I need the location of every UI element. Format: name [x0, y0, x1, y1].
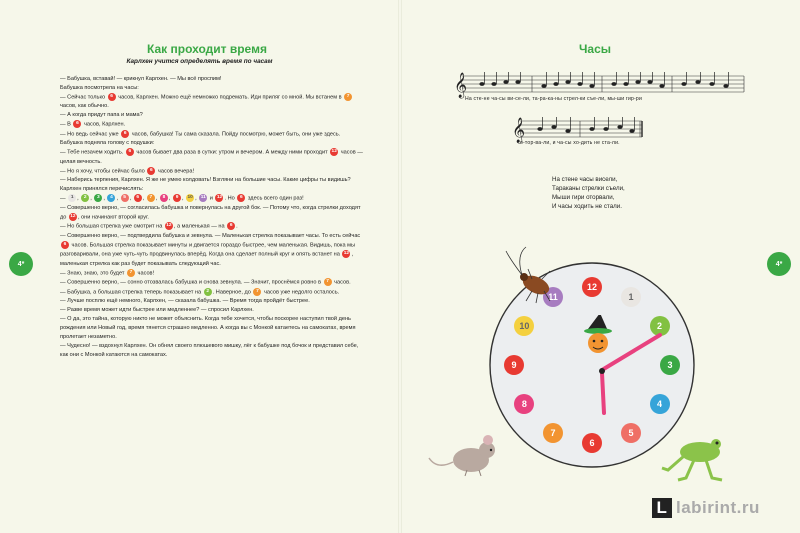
- number-badge: 1: [68, 194, 76, 202]
- story-paragraph: — О да, это тайна, которую никто не может объяснить. Когда тебе хочется, чтобы поскорее наступил твой день рождения или Новый год, время тянется страшно медленно. А когда вы с Монкой катаетесь на самокатах, время пролетает незаметно.: [60, 316, 356, 341]
- number-badge: 12: [70, 213, 76, 219]
- music-note: [723, 84, 728, 88]
- number-badge: 12: [216, 195, 223, 201]
- story-paragraph: Карлхен принялся перечислять:: [60, 186, 144, 193]
- watermark: [652, 498, 760, 518]
- number-badge: 6: [108, 93, 116, 101]
- story-paragraph: — Разве время может идти быстрее или медленнее? — спросил Карлхен.: [60, 307, 254, 314]
- poem: [552, 175, 625, 211]
- clock-number-1: 1: [621, 287, 641, 307]
- poem-line: И часы ходить не стали.: [552, 203, 622, 210]
- clock-number-9: 9: [504, 355, 524, 375]
- number-badge: 10: [187, 195, 193, 201]
- music-note: [635, 80, 640, 84]
- number-badge: 6: [121, 130, 129, 138]
- music-note: [589, 127, 594, 131]
- story-paragraph: — 1 , 2 , 3 , 4 , 5 , 6 , 7 , 8 , 9 , 10 , 11 и 12 . Но 6 здесь всего один раз!: [60, 195, 304, 202]
- music-note: [541, 84, 546, 88]
- clock-number-7: 7: [543, 423, 563, 443]
- story-paragraph: — Совершенно верно, — сонно отозвалась бабушка и снова зевнула. — Значит, проснёмся ровно в 7 часов.: [60, 279, 351, 286]
- poem-line: Мыши гири оторвали,: [552, 194, 615, 201]
- story-paragraph: — Но ведь сейчас уже 6 часов, бабушка! Ты сама сказала. Пойду посмотрю, может быть, они уже здесь.: [60, 130, 341, 138]
- treble-clef-icon: 𝄞: [512, 118, 526, 143]
- music-note: [611, 82, 616, 86]
- book-spine: [398, 0, 402, 533]
- page-title: Как проходит время: [147, 42, 267, 56]
- story-paragraph: — Но большая стрелка уже смотрит на 12 , а маленькая — на 6 .: [60, 223, 238, 230]
- story-paragraph: — Знаю, знаю, это будет 7 часов!: [60, 269, 155, 277]
- music-note: [681, 82, 686, 86]
- number-badge: 6: [227, 222, 235, 230]
- song-title: Часы: [579, 42, 612, 56]
- number-badge: 6: [61, 241, 69, 249]
- clock-number-10: 10: [514, 316, 534, 336]
- page-number-right: 4*: [767, 252, 791, 276]
- number-badge: 2: [204, 288, 212, 296]
- clock-number-6: 6: [582, 433, 602, 453]
- number-badge: 2: [81, 194, 89, 202]
- song-lyrics-line-2: о-тор-ва-ли, и ча-сы хо-дить не ста-ли.: [520, 140, 620, 146]
- frog-illustration: [660, 430, 750, 485]
- clock-number-2: 2: [650, 316, 670, 336]
- number-badge: 6: [147, 167, 155, 175]
- number-badge: 7: [344, 93, 352, 101]
- page-subtitle: Карлхен учится определять время по часам: [126, 58, 273, 65]
- song-lyrics-line-1: На сте-не ча-сы ви-се-ли, та-ра-ка-ны стрел-ки съе-ли, мы-ши гир-ри: [465, 96, 643, 102]
- number-badge: 3: [94, 194, 102, 202]
- number-badge: 7: [147, 194, 155, 202]
- music-note: [565, 129, 570, 133]
- story-paragraph: — Но я хочу, чтобы сейчас было 6 часов вечера!: [60, 167, 195, 175]
- story-text: [60, 75, 365, 360]
- number-badge: 7: [127, 269, 135, 277]
- number-badge: 12: [343, 251, 350, 257]
- music-note: [695, 80, 700, 84]
- music-note: [577, 82, 582, 86]
- minute-hand: [602, 335, 660, 370]
- story-paragraph: — Совершенно верно, — подтвердила бабушка и зевнула. — Маленькая стрелка показывает часы. То есть сейчас 6 часов. Большая стрелка показывает минуты и двигается гораздо быстрее, чем маленькая. Видишь, пока мы разговаривали, она уже чуть-чуть продвинулась вперёд. Когда она сделает полный круг и опять встанет на 12 , маленькая стрелка как раз будет показывать следующий час.: [60, 232, 361, 267]
- music-note: [623, 82, 628, 86]
- story-paragraph: — Лучше посплю ещё немного, Карлхен, — сказала бабушка. — Время тогда пройдёт быстрее.: [60, 298, 310, 305]
- story-paragraph: — Сейчас только 6 часов, Карлхен. Можно ещё немножко подремать. Иди приляг со мной. Мы встанем в 7 часов, как обычно.: [60, 93, 365, 111]
- story-paragraph: — Тебе незачем ходить. 6 часов бывает два раза в сутки: утром и вечером. А между ними проходит 12 часов — целая вечность.: [60, 149, 363, 165]
- clock-number-5: 5: [621, 423, 641, 443]
- number-badge: 7: [253, 288, 261, 296]
- treble-clef-icon: 𝄞: [454, 73, 468, 98]
- music-note: [647, 80, 652, 84]
- clock-number-4: 4: [650, 394, 670, 414]
- music-note: [565, 80, 570, 84]
- music-note: [515, 80, 520, 84]
- poem-line: На стене часы висели,: [552, 176, 618, 183]
- story-paragraph: — В 6 часов, Карлхен.: [60, 121, 126, 128]
- music-note: [491, 82, 496, 86]
- clock-number-3: 3: [660, 355, 680, 375]
- music-note: [629, 129, 634, 133]
- number-badge: 6: [237, 194, 245, 202]
- number-badge: 8: [160, 194, 168, 202]
- watermark-logo-icon: L: [652, 498, 672, 518]
- story-paragraph: — Совершенно верно, — согласилась бабушка и повернулась на другой бок. — Потому что, когда стрелки доходят до 12 , они начинают второй круг.: [60, 204, 361, 221]
- mouse-illustration: [425, 430, 505, 480]
- number-badge: 5: [121, 194, 129, 202]
- number-badge: 11: [200, 195, 206, 201]
- story-paragraph: — Бабушка, а большая стрелка теперь показывает на 2 . Наверное, до 7 часов уже недолго осталось.: [60, 288, 340, 296]
- number-badge: 6: [73, 120, 81, 128]
- number-badge: 7: [324, 278, 332, 286]
- number-badge: 6: [134, 194, 142, 202]
- story-paragraph: — А когда придут папа и мама?: [60, 112, 143, 119]
- music-note: [503, 80, 508, 84]
- clock-hands-witch: [560, 315, 670, 425]
- number-badge: 9: [173, 194, 181, 202]
- music-note: [553, 82, 558, 86]
- clock-number-11: 11: [543, 287, 563, 307]
- music-note: [617, 125, 622, 129]
- music-note: [551, 125, 556, 129]
- number-badge: 4: [107, 194, 115, 202]
- music-note: [479, 82, 484, 86]
- story-paragraph: — Чудесно! — вздохнул Карлхен. Он обнял своего плюшевого мишку, лёг к бабушке под бочок и представил себе, как они с Монкой катаются на самокатах.: [60, 343, 359, 359]
- cockroach-illustration: [498, 245, 568, 305]
- number-badge: 12: [166, 223, 172, 229]
- page-number-left: 4*: [9, 252, 33, 276]
- music-note: [709, 82, 714, 86]
- clock-number-12: 12: [582, 277, 602, 297]
- story-paragraph: — Наберись терпения, Карлхен. Я же не умею колдовать! Взгляни на большие часы. Какие цифры ты видишь?: [60, 177, 351, 184]
- number-badge: 6: [126, 148, 134, 156]
- clock-number-8: 8: [514, 394, 534, 414]
- story-paragraph: Бабушка посмотрела на часы:: [60, 85, 139, 91]
- story-paragraph: — Бабушка, вставай! — крикнул Карлхен. — Мы всё проспим!: [60, 76, 222, 82]
- music-note: [603, 127, 608, 131]
- hour-hand: [602, 373, 604, 413]
- watermark-text: labirint.ru: [676, 498, 760, 517]
- number-badge: 12: [331, 149, 337, 155]
- story-paragraph: Бабушка подняла голову с подушки:: [60, 140, 155, 147]
- music-note: [537, 127, 542, 131]
- music-note: [589, 84, 594, 88]
- poem-line: Тараканы стрелки съели,: [552, 185, 625, 192]
- music-note: [659, 84, 664, 88]
